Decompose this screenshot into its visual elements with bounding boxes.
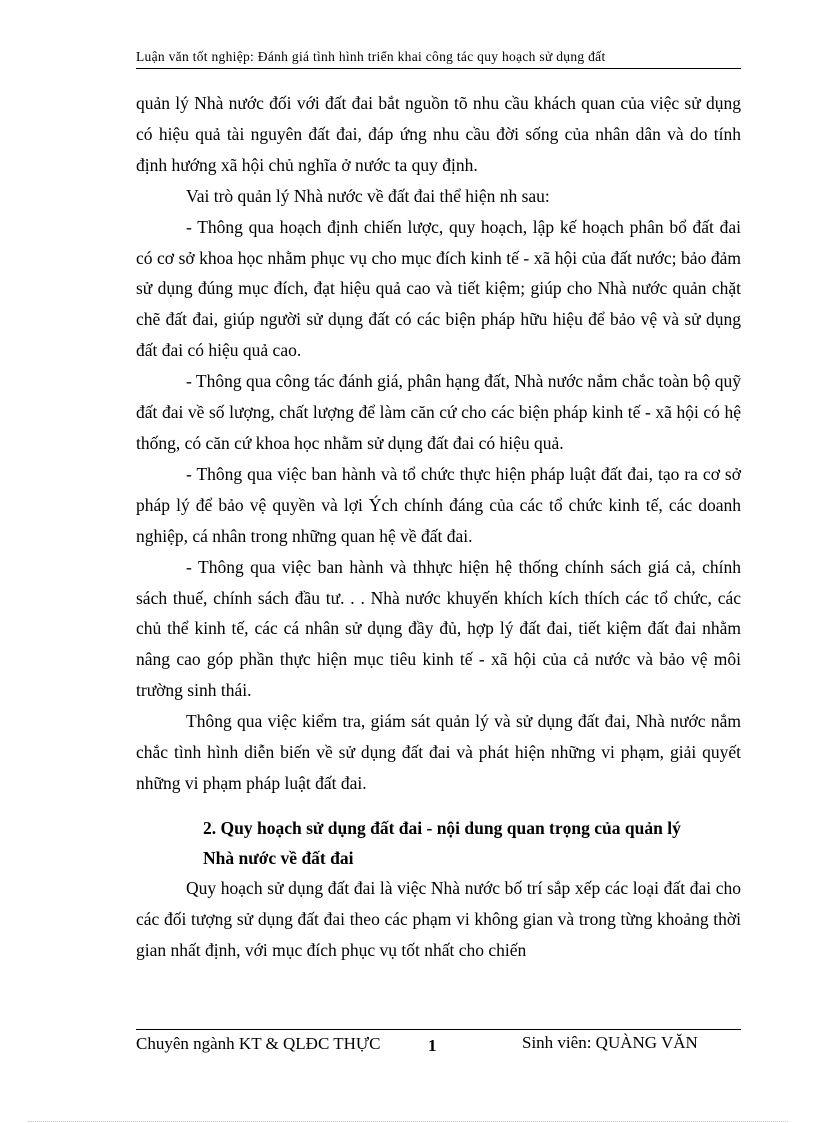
section-heading-line-2: Nhà nước về đất đai xyxy=(203,847,354,868)
paragraph-4: - Thông qua công tác đánh giá, phân hạng đất, Nhà nước nắm chắc toàn bộ quỹ đất đai về số lượng, chất lượng để làm căn cứ cho các biện pháp kinh tế - xã hội có hệ thống, có căn cứ khoa học nhằm sử dụng đất đai có hiệu quả. xyxy=(136,371,741,453)
section-heading xyxy=(136,813,741,873)
paragraph-2: Vai trò quản lý Nhà nước về đất đai thể hiện nh sau: xyxy=(186,185,550,206)
body-text xyxy=(136,88,741,966)
footer-divider xyxy=(136,1029,741,1030)
paragraph-5: - Thông qua việc ban hành và tổ chức thực hiện pháp luật đất đai, tạo ra cơ sở pháp lý để bảo vệ quyền và lợi Ých chính đáng của các tổ chức kinh tế, các doanh nghiệp, cá nhân trong những quan hệ về đất đai. xyxy=(136,463,741,546)
header-divider xyxy=(136,68,741,69)
paragraph-3: - Thông qua hoạch định chiến lược, quy hoạch, lập kế hoạch phân bổ đất đai có cơ sở khoa học nhằm phục vụ cho mục đích kinh tế - xã hội của đất nước; bảo đảm sử dụng đúng mục đích, đạt hiệu quả cao và tiết kiệm; giúp cho Nhà nước quản chặt chẽ đất đai, giúp người sử dụng đất có các biện pháp hữu hiệu để bảo vệ và sử dụng đất đai có hiệu quả cao. xyxy=(136,216,741,361)
running-header: Luận văn tốt nghiệp: Đánh giá tình hình triển khai công tác quy hoạch sử dụng đất xyxy=(136,49,606,64)
page-number: 1 xyxy=(428,1036,437,1055)
footer-student: Sinh viên: QUÀNG VĂN xyxy=(522,1033,698,1052)
paragraph-6: - Thông qua việc ban hành và thhực hiện hệ thống chính sách giá cả, chính sách thuế, chính sách đầu tư. . . Nhà nước khuyến khích kích thích các tổ chức, các chủ thể kinh tế, các cá nhân sử dụng đầy đủ, hợp lý đất đai, tiết kiệm đất đai nhằm nâng cao góp phần thực hiện mục tiêu kinh tế - xã hội của cả nước và bảo vệ môi trường sinh thái. xyxy=(136,556,741,701)
paragraph-1: quản lý Nhà nước đối với đất đai bắt nguồn tõ nhu cầu khách quan của việc sử dụng có hiệu quả tài nguyên đất đai, đáp ứng nhu cầu đời sống của nhân dân và do tính định hướng xã hội chủ nghĩa ở nước ta quy định. xyxy=(136,93,741,175)
section-heading-line-1: 2. Quy hoạch sử dụng đất đai - nội dung quan trọng của quản lý xyxy=(203,817,681,838)
footer-department: Chuyên ngành KT & QLĐC THỰC xyxy=(136,1034,381,1053)
paragraph-7: Thông qua việc kiểm tra, giám sát quản lý và sử dụng đất đai, Nhà nước nắm chắc tình hình diễn biến về sử dụng đất đai và phát hiện những vi phạm, giải quyết những vi phạm pháp luật đất đai. xyxy=(136,711,741,793)
page-bottom-border xyxy=(28,1121,788,1122)
paragraph-8: Quy hoạch sử dụng đất đai là việc Nhà nước bố trí sắp xếp các loại đất đai cho các đối tượng sử dụng đất đai theo các phạm vi không gian và trong từng khoảng thời gian nhất định, với mục đích phục vụ tốt nhất cho chiến xyxy=(136,877,741,960)
